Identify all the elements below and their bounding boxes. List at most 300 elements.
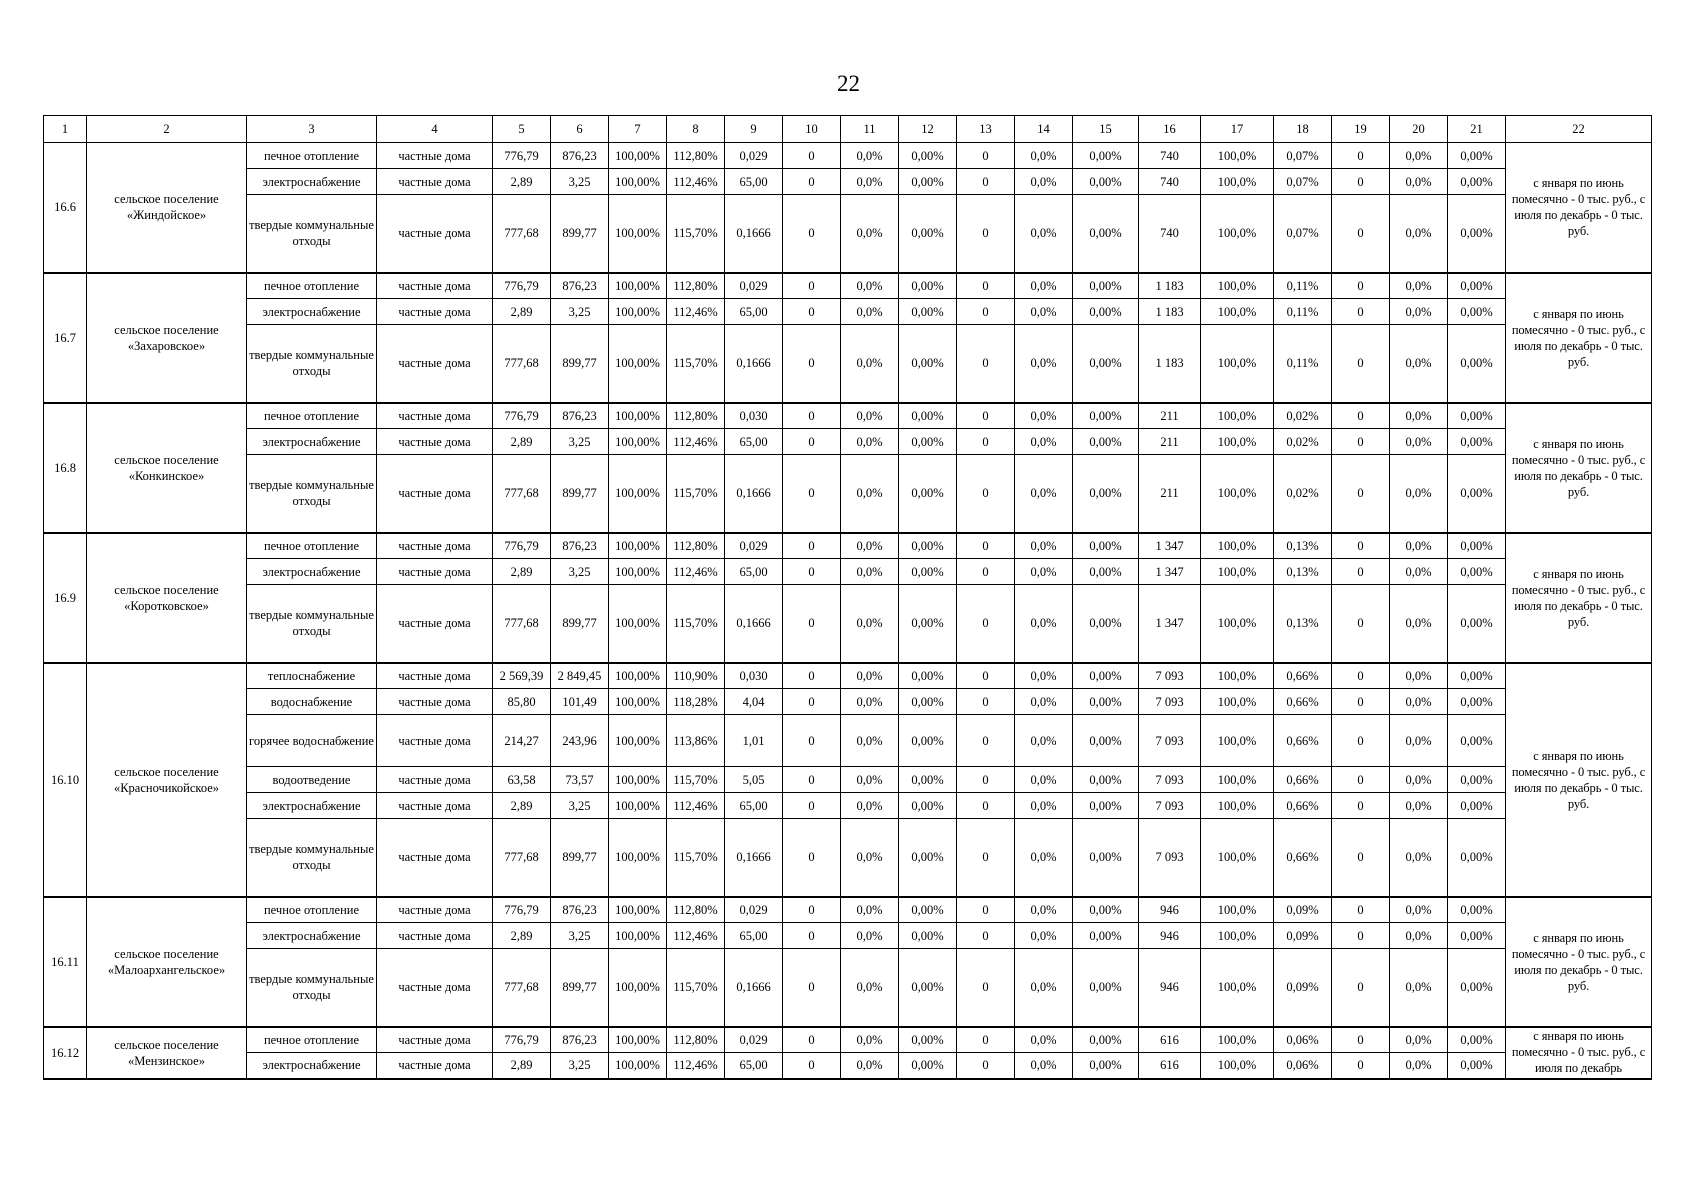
column-header-19: 19	[1332, 116, 1390, 143]
value-cell: 100,00%	[609, 819, 667, 897]
value-cell: 0,0%	[841, 767, 899, 793]
value-cell: 2,89	[493, 793, 551, 819]
value-cell: 0,0%	[841, 923, 899, 949]
value-cell: 100,00%	[609, 143, 667, 169]
consumer-category: частные дома	[377, 429, 493, 455]
table-row	[44, 585, 1652, 663]
value-cell: 100,00%	[609, 949, 667, 1027]
table-row	[44, 169, 1652, 195]
value-cell: 100,0%	[1201, 273, 1274, 299]
value-cell: 0	[1332, 767, 1390, 793]
value-cell: 0,00%	[899, 767, 957, 793]
value-cell: 100,0%	[1201, 585, 1274, 663]
value-cell: 65,00	[725, 299, 783, 325]
settlement-name: сельское поселение «Захаровское»	[87, 273, 247, 403]
value-cell: 100,0%	[1201, 897, 1274, 923]
value-cell: 0,00%	[899, 273, 957, 299]
value-cell: 0	[1332, 585, 1390, 663]
value-cell: 100,0%	[1201, 195, 1274, 273]
value-cell: 0	[783, 793, 841, 819]
value-cell: 0,0%	[1015, 325, 1073, 403]
value-cell: 0,66%	[1274, 819, 1332, 897]
value-cell: 0,00%	[1448, 533, 1506, 559]
value-cell: 0,0%	[1390, 1027, 1448, 1053]
column-header-3: 3	[247, 116, 377, 143]
value-cell: 1 183	[1139, 299, 1201, 325]
value-cell: 3,25	[551, 793, 609, 819]
table-row	[44, 819, 1652, 897]
column-header-22: 22	[1506, 116, 1652, 143]
service-type: водоотведение	[247, 767, 377, 793]
value-cell: 100,00%	[609, 325, 667, 403]
value-cell: 0,0%	[841, 403, 899, 429]
value-cell: 0	[783, 143, 841, 169]
value-cell: 0,00%	[899, 923, 957, 949]
value-cell: 0,00%	[899, 715, 957, 767]
service-type: электроснабжение	[247, 793, 377, 819]
value-cell: 100,0%	[1201, 767, 1274, 793]
value-cell: 118,28%	[667, 689, 725, 715]
value-cell: 3,25	[551, 169, 609, 195]
value-cell: 112,80%	[667, 273, 725, 299]
value-cell: 0,00%	[899, 897, 957, 923]
value-cell: 899,77	[551, 325, 609, 403]
value-cell: 876,23	[551, 897, 609, 923]
value-cell: 0,029	[725, 273, 783, 299]
consumer-category: частные дома	[377, 715, 493, 767]
value-cell: 899,77	[551, 455, 609, 533]
value-cell: 3,25	[551, 1053, 609, 1079]
value-cell: 0	[783, 767, 841, 793]
value-cell: 100,0%	[1201, 663, 1274, 689]
value-cell: 0,00%	[1073, 299, 1139, 325]
value-cell: 0,00%	[899, 793, 957, 819]
value-cell: 0	[783, 299, 841, 325]
table-header	[44, 116, 1652, 143]
value-cell: 100,0%	[1201, 559, 1274, 585]
payment-note: с января по июнь помесячно - 0 тыс. руб., с июля по декабрь - 0 тыс. руб.	[1506, 533, 1652, 663]
value-cell: 876,23	[551, 143, 609, 169]
value-cell: 0	[1332, 793, 1390, 819]
value-cell: 0,07%	[1274, 143, 1332, 169]
value-cell: 112,46%	[667, 559, 725, 585]
value-cell: 113,86%	[667, 715, 725, 767]
value-cell: 776,79	[493, 533, 551, 559]
value-cell: 0	[957, 793, 1015, 819]
value-cell: 0,00%	[1448, 585, 1506, 663]
value-cell: 0,02%	[1274, 403, 1332, 429]
value-cell: 0,0%	[1390, 403, 1448, 429]
value-cell: 0,0%	[1015, 819, 1073, 897]
value-cell: 0	[957, 169, 1015, 195]
table-row	[44, 273, 1652, 299]
value-cell: 0,0%	[1015, 767, 1073, 793]
value-cell: 0,0%	[841, 169, 899, 195]
service-type: твердые коммунальные отходы	[247, 195, 377, 273]
value-cell: 100,0%	[1201, 325, 1274, 403]
value-cell: 63,58	[493, 767, 551, 793]
value-cell: 0,0%	[1390, 1053, 1448, 1079]
value-cell: 0,0%	[1390, 299, 1448, 325]
value-cell: 65,00	[725, 1053, 783, 1079]
value-cell: 0,0%	[841, 819, 899, 897]
row-number: 16.12	[44, 1027, 87, 1079]
value-cell: 100,0%	[1201, 689, 1274, 715]
consumer-category: частные дома	[377, 585, 493, 663]
column-header-13: 13	[957, 116, 1015, 143]
value-cell: 3,25	[551, 923, 609, 949]
value-cell: 0,00%	[1448, 169, 1506, 195]
value-cell: 0,00%	[899, 1053, 957, 1079]
payment-note: с января по июнь помесячно - 0 тыс. руб., с июля по декабрь - 0 тыс. руб.	[1506, 663, 1652, 897]
settlement-name: сельское поселение «Красночикойское»	[87, 663, 247, 897]
value-cell: 0,00%	[899, 689, 957, 715]
consumer-category: частные дома	[377, 949, 493, 1027]
value-cell: 0	[1332, 689, 1390, 715]
value-cell: 100,0%	[1201, 455, 1274, 533]
value-cell: 0	[957, 195, 1015, 273]
value-cell: 0,00%	[1073, 143, 1139, 169]
value-cell: 0,00%	[899, 585, 957, 663]
value-cell: 0,1666	[725, 585, 783, 663]
value-cell: 0,00%	[1073, 429, 1139, 455]
consumer-category: частные дома	[377, 897, 493, 923]
value-cell: 0	[957, 689, 1015, 715]
value-cell: 0	[783, 533, 841, 559]
service-type: твердые коммунальные отходы	[247, 585, 377, 663]
value-cell: 0,0%	[1015, 455, 1073, 533]
value-cell: 0,09%	[1274, 897, 1332, 923]
value-cell: 0,1666	[725, 325, 783, 403]
value-cell: 0,07%	[1274, 169, 1332, 195]
value-cell: 2,89	[493, 923, 551, 949]
value-cell: 100,0%	[1201, 1053, 1274, 1079]
consumer-category: частные дома	[377, 819, 493, 897]
value-cell: 0,00%	[1448, 767, 1506, 793]
value-cell: 0,0%	[841, 793, 899, 819]
value-cell: 65,00	[725, 793, 783, 819]
payment-note: с января по июнь помесячно - 0 тыс. руб., с июля по декабрь - 0 тыс. руб.	[1506, 143, 1652, 273]
value-cell: 0	[783, 949, 841, 1027]
value-cell: 946	[1139, 897, 1201, 923]
value-cell: 85,80	[493, 689, 551, 715]
service-type: печное отопление	[247, 403, 377, 429]
value-cell: 0,0%	[841, 195, 899, 273]
value-cell: 740	[1139, 195, 1201, 273]
value-cell: 0,00%	[1448, 1027, 1506, 1053]
value-cell: 100,0%	[1201, 299, 1274, 325]
column-header-21: 21	[1448, 116, 1506, 143]
service-type: печное отопление	[247, 273, 377, 299]
value-cell: 0,0%	[841, 715, 899, 767]
value-cell: 0	[783, 819, 841, 897]
column-header-9: 9	[725, 116, 783, 143]
value-cell: 0	[783, 715, 841, 767]
value-cell: 1,01	[725, 715, 783, 767]
column-header-2: 2	[87, 116, 247, 143]
value-cell: 112,46%	[667, 299, 725, 325]
value-cell: 0,0%	[1390, 559, 1448, 585]
value-cell: 0,0%	[1015, 533, 1073, 559]
value-cell: 7 093	[1139, 715, 1201, 767]
value-cell: 2,89	[493, 299, 551, 325]
value-cell: 5,05	[725, 767, 783, 793]
consumer-category: частные дома	[377, 403, 493, 429]
value-cell: 100,0%	[1201, 923, 1274, 949]
value-cell: 100,00%	[609, 403, 667, 429]
value-cell: 899,77	[551, 585, 609, 663]
value-cell: 0,0%	[1015, 1053, 1073, 1079]
value-cell: 2,89	[493, 429, 551, 455]
value-cell: 0	[783, 1027, 841, 1053]
column-header-5: 5	[493, 116, 551, 143]
value-cell: 0,00%	[1073, 793, 1139, 819]
value-cell: 0,06%	[1274, 1053, 1332, 1079]
value-cell: 0	[957, 325, 1015, 403]
value-cell: 777,68	[493, 455, 551, 533]
value-cell: 0,0%	[841, 1027, 899, 1053]
value-cell: 0,00%	[1073, 325, 1139, 403]
value-cell: 0	[783, 689, 841, 715]
value-cell: 100,00%	[609, 533, 667, 559]
value-cell: 0,13%	[1274, 559, 1332, 585]
service-type: электроснабжение	[247, 1053, 377, 1079]
settlement-name: сельское поселение «Коротковское»	[87, 533, 247, 663]
table-row	[44, 299, 1652, 325]
value-cell: 100,00%	[609, 767, 667, 793]
table-row	[44, 533, 1652, 559]
value-cell: 7 093	[1139, 663, 1201, 689]
value-cell: 0,0%	[1390, 325, 1448, 403]
settlement-name: сельское поселение «Жиндойское»	[87, 143, 247, 273]
value-cell: 0,00%	[899, 819, 957, 897]
value-cell: 100,00%	[609, 195, 667, 273]
value-cell: 0,0%	[1390, 689, 1448, 715]
consumer-category: частные дома	[377, 299, 493, 325]
value-cell: 0,00%	[1073, 923, 1139, 949]
value-cell: 0,00%	[1073, 195, 1139, 273]
value-cell: 0,00%	[1073, 663, 1139, 689]
consumer-category: частные дома	[377, 1027, 493, 1053]
value-cell: 0	[1332, 923, 1390, 949]
value-cell: 0	[783, 585, 841, 663]
value-cell: 3,25	[551, 429, 609, 455]
value-cell: 777,68	[493, 949, 551, 1027]
value-cell: 0,0%	[1390, 767, 1448, 793]
service-type: электроснабжение	[247, 429, 377, 455]
value-cell: 0,1666	[725, 949, 783, 1027]
value-cell: 0,00%	[899, 325, 957, 403]
value-cell: 0	[957, 455, 1015, 533]
value-cell: 0,0%	[1015, 793, 1073, 819]
value-cell: 100,0%	[1201, 533, 1274, 559]
value-cell: 0,0%	[1390, 793, 1448, 819]
value-cell: 0,07%	[1274, 195, 1332, 273]
value-cell: 0,00%	[1073, 897, 1139, 923]
value-cell: 0	[957, 403, 1015, 429]
value-cell: 777,68	[493, 585, 551, 663]
value-cell: 0	[957, 429, 1015, 455]
value-cell: 0	[957, 585, 1015, 663]
value-cell: 100,00%	[609, 715, 667, 767]
value-cell: 0,0%	[1015, 663, 1073, 689]
value-cell: 0	[957, 559, 1015, 585]
value-cell: 0	[1332, 455, 1390, 533]
row-number: 16.11	[44, 897, 87, 1027]
value-cell: 0	[1332, 169, 1390, 195]
consumer-category: частные дома	[377, 143, 493, 169]
value-cell: 100,0%	[1201, 169, 1274, 195]
value-cell: 0,00%	[1448, 1053, 1506, 1079]
value-cell: 0	[957, 819, 1015, 897]
value-cell: 115,70%	[667, 455, 725, 533]
value-cell: 899,77	[551, 195, 609, 273]
value-cell: 100,0%	[1201, 429, 1274, 455]
value-cell: 0,0%	[1015, 429, 1073, 455]
value-cell: 0,0%	[1015, 689, 1073, 715]
value-cell: 0,66%	[1274, 689, 1332, 715]
value-cell: 0,11%	[1274, 299, 1332, 325]
value-cell: 776,79	[493, 143, 551, 169]
value-cell: 100,00%	[609, 455, 667, 533]
value-cell: 0	[1332, 1053, 1390, 1079]
value-cell: 112,46%	[667, 429, 725, 455]
value-cell: 0,0%	[1015, 923, 1073, 949]
table-row	[44, 325, 1652, 403]
service-type: электроснабжение	[247, 299, 377, 325]
payment-note: с января по июнь помесячно - 0 тыс. руб., с июля по декабрь - 0 тыс. руб.	[1506, 403, 1652, 533]
service-type: твердые коммунальные отходы	[247, 455, 377, 533]
column-header-11: 11	[841, 116, 899, 143]
value-cell: 946	[1139, 949, 1201, 1027]
value-cell: 115,70%	[667, 195, 725, 273]
value-cell: 0,00%	[899, 169, 957, 195]
value-cell: 100,0%	[1201, 1027, 1274, 1053]
value-cell: 0	[1332, 143, 1390, 169]
value-cell: 0,00%	[1448, 689, 1506, 715]
value-cell: 0,00%	[1448, 143, 1506, 169]
column-header-1: 1	[44, 116, 87, 143]
payment-note: с января по июнь помесячно - 0 тыс. руб., с июля по декабрь	[1506, 1027, 1652, 1079]
value-cell: 0,0%	[841, 325, 899, 403]
value-cell: 0	[957, 923, 1015, 949]
value-cell: 0,0%	[1390, 429, 1448, 455]
value-cell: 100,00%	[609, 559, 667, 585]
value-cell: 0	[783, 1053, 841, 1079]
value-cell: 0	[783, 923, 841, 949]
value-cell: 0,030	[725, 663, 783, 689]
value-cell: 115,70%	[667, 325, 725, 403]
value-cell: 0,00%	[1073, 403, 1139, 429]
value-cell: 0,0%	[1015, 1027, 1073, 1053]
table-row	[44, 897, 1652, 923]
value-cell: 0,029	[725, 533, 783, 559]
value-cell: 65,00	[725, 169, 783, 195]
value-cell: 0,00%	[1448, 949, 1506, 1027]
value-cell: 112,46%	[667, 793, 725, 819]
column-header-6: 6	[551, 116, 609, 143]
value-cell: 0,00%	[899, 195, 957, 273]
table-row	[44, 949, 1652, 1027]
value-cell: 0,0%	[1015, 949, 1073, 1027]
value-cell: 740	[1139, 143, 1201, 169]
value-cell: 0	[957, 949, 1015, 1027]
value-cell: 0	[957, 767, 1015, 793]
value-cell: 0,00%	[1073, 1053, 1139, 1079]
value-cell: 0	[783, 455, 841, 533]
consumer-category: частные дома	[377, 793, 493, 819]
table-row	[44, 403, 1652, 429]
column-header-15: 15	[1073, 116, 1139, 143]
value-cell: 876,23	[551, 273, 609, 299]
value-cell: 0,0%	[1015, 143, 1073, 169]
table-row	[44, 663, 1652, 689]
value-cell: 777,68	[493, 195, 551, 273]
service-type: водоснабжение	[247, 689, 377, 715]
value-cell: 0,00%	[899, 143, 957, 169]
value-cell: 0,02%	[1274, 455, 1332, 533]
value-cell: 100,00%	[609, 689, 667, 715]
value-cell: 0,00%	[1448, 923, 1506, 949]
value-cell: 0,00%	[899, 429, 957, 455]
value-cell: 211	[1139, 403, 1201, 429]
value-cell: 776,79	[493, 403, 551, 429]
value-cell: 777,68	[493, 325, 551, 403]
value-cell: 100,0%	[1201, 143, 1274, 169]
value-cell: 0,0%	[1015, 585, 1073, 663]
value-cell: 0	[1332, 819, 1390, 897]
value-cell: 65,00	[725, 923, 783, 949]
value-cell: 7 093	[1139, 767, 1201, 793]
value-cell: 0	[1332, 663, 1390, 689]
value-cell: 0,00%	[899, 559, 957, 585]
value-cell: 100,0%	[1201, 793, 1274, 819]
value-cell: 0,0%	[841, 1053, 899, 1079]
column-header-20: 20	[1390, 116, 1448, 143]
value-cell: 112,80%	[667, 1027, 725, 1053]
value-cell: 110,90%	[667, 663, 725, 689]
value-cell: 0,00%	[1448, 897, 1506, 923]
value-cell: 0	[957, 715, 1015, 767]
column-header-7: 7	[609, 116, 667, 143]
value-cell: 0,66%	[1274, 663, 1332, 689]
value-cell: 0,00%	[899, 1027, 957, 1053]
value-cell: 65,00	[725, 429, 783, 455]
table-row	[44, 429, 1652, 455]
value-cell: 2,89	[493, 559, 551, 585]
value-cell: 0,00%	[1073, 533, 1139, 559]
value-cell: 0,09%	[1274, 949, 1332, 1027]
value-cell: 0,00%	[1073, 767, 1139, 793]
consumer-category: частные дома	[377, 169, 493, 195]
value-cell: 0,0%	[1390, 715, 1448, 767]
value-cell: 0,0%	[841, 455, 899, 533]
value-cell: 777,68	[493, 819, 551, 897]
consumer-category: частные дома	[377, 273, 493, 299]
value-cell: 776,79	[493, 897, 551, 923]
row-number: 16.9	[44, 533, 87, 663]
service-type: электроснабжение	[247, 923, 377, 949]
value-cell: 0,00%	[1448, 455, 1506, 533]
value-cell: 0	[783, 403, 841, 429]
value-cell: 0	[783, 195, 841, 273]
value-cell: 0	[1332, 429, 1390, 455]
value-cell: 0,0%	[841, 143, 899, 169]
value-cell: 876,23	[551, 1027, 609, 1053]
value-cell: 1 183	[1139, 325, 1201, 403]
value-cell: 0,0%	[1015, 559, 1073, 585]
value-cell: 0,00%	[1448, 715, 1506, 767]
